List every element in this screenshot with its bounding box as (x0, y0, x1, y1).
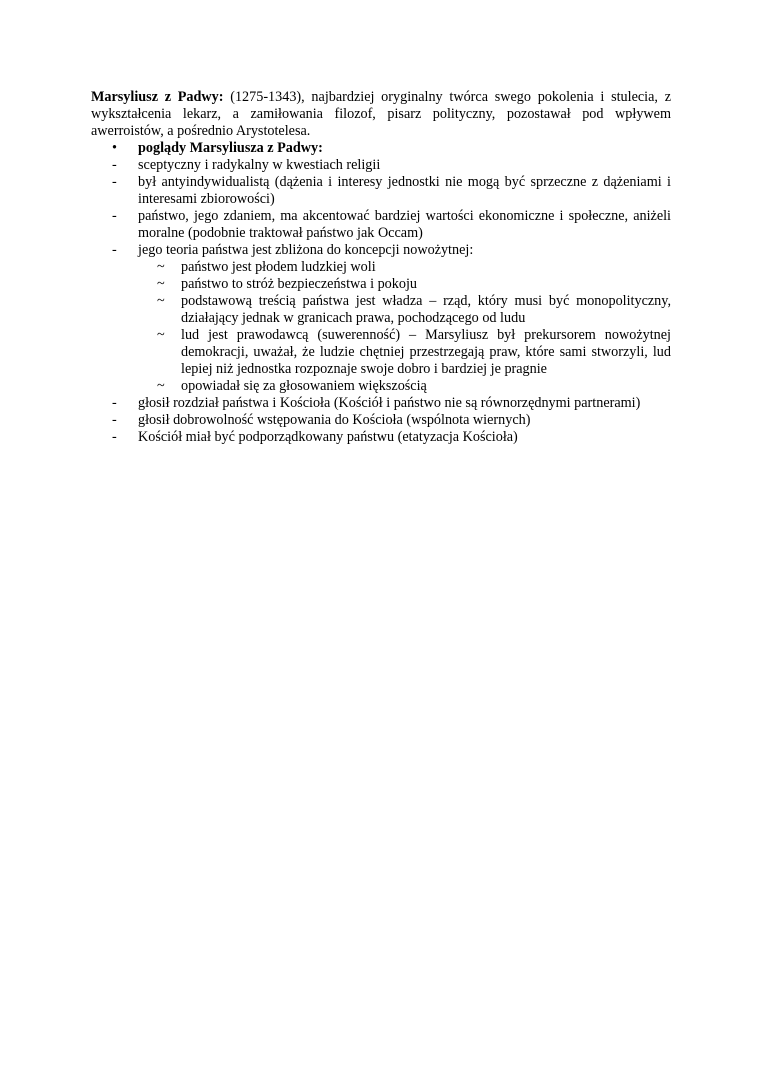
sublist-item-text: lud jest prawodawcą (suwerenność) – Marsyliusz był prekursorem nowożytnej demokracji, uważał, że ludzie chętniej przestrzegają praw, które sami stworzyli, lud lepiej niż jednostka rozpoznaje swoje dobro i bardziej je pragnie (181, 327, 671, 377)
tilde-marker: ~ (157, 293, 165, 309)
list-item-text: głosił dobrowolność wstępowania do Kościoła (wspólnota wiernych) (138, 412, 531, 428)
tilde-marker: ~ (157, 378, 165, 394)
points-list-a (91, 157, 671, 259)
dash-marker: - (112, 412, 117, 428)
tilde-marker: ~ (157, 327, 165, 343)
dash-marker: - (112, 174, 117, 190)
sublist-item-text: państwo to stróż bezpieczeństwa i pokoju (181, 276, 417, 292)
sublist-item-text: opowiadał się za głosowaniem większością (181, 378, 427, 394)
list-item (91, 174, 671, 208)
sublist-item (91, 378, 671, 395)
intro-paragraph (91, 89, 671, 140)
list-item (91, 395, 671, 412)
heading-bullet-text: poglądy Marsyliusza z Padwy: (138, 140, 323, 156)
intro-name: Marsyliusz z Padwy: (91, 89, 224, 105)
sublist-item-text: podstawową treścią państwa jest władza – rząd, który musi być monopolityczny, działający jednak w granicach prawa, pochodzącego od ludu (181, 293, 671, 326)
sublist-item-text: państwo jest płodem ludzkiej woli (181, 259, 376, 275)
heading-bullet (91, 140, 671, 157)
sublist-item (91, 276, 671, 293)
list-item-text: głosił rozdział państwa i Kościoła (Kościół i państwo nie są równorzędnymi partnerami) (138, 395, 641, 411)
list-item (91, 157, 671, 174)
list-item-text: był antyindywidualistą (dążenia i interesy jednostki nie mogą być sprzeczne z dążeniami i interesami zbiorowości) (138, 174, 671, 207)
document-body (91, 89, 671, 446)
intro-text: (1275-1343), najbardziej oryginalny twórca swego pokolenia i stulecia, z wykształcenia lekarz, a zamiłowania filozof, pisarz polityczny, pozostawał pod wpływem awerroistów, a pośrednio Arystotelesa. (91, 89, 671, 139)
list-item (91, 242, 671, 259)
list-item (91, 208, 671, 242)
sublist-item (91, 259, 671, 276)
dash-marker: - (112, 395, 117, 411)
dash-marker: - (112, 157, 117, 173)
sublist-item (91, 327, 671, 378)
dash-marker: - (112, 429, 117, 445)
list-item (91, 429, 671, 446)
list-item (91, 412, 671, 429)
tilde-marker: ~ (157, 276, 165, 292)
list-item-text: państwo, jego zdaniem, ma akcentować bardziej wartości ekonomiczne i społeczne, aniżeli moralne (podobnie traktował państwo jak Occam) (138, 208, 671, 241)
subpoints-list (91, 259, 671, 395)
list-item-text: jego teoria państwa jest zbliżona do koncepcji nowożytnej: (138, 242, 474, 258)
tilde-marker: ~ (157, 259, 165, 275)
list-item-text: sceptyczny i radykalny w kwestiach religii (138, 157, 381, 173)
dash-marker: - (112, 242, 117, 258)
sublist-item (91, 293, 671, 327)
bullet-marker: • (112, 140, 117, 156)
list-item-text: Kościół miał być podporządkowany państwu (etatyzacja Kościoła) (138, 429, 518, 445)
dash-marker: - (112, 208, 117, 224)
points-list-b (91, 395, 671, 446)
